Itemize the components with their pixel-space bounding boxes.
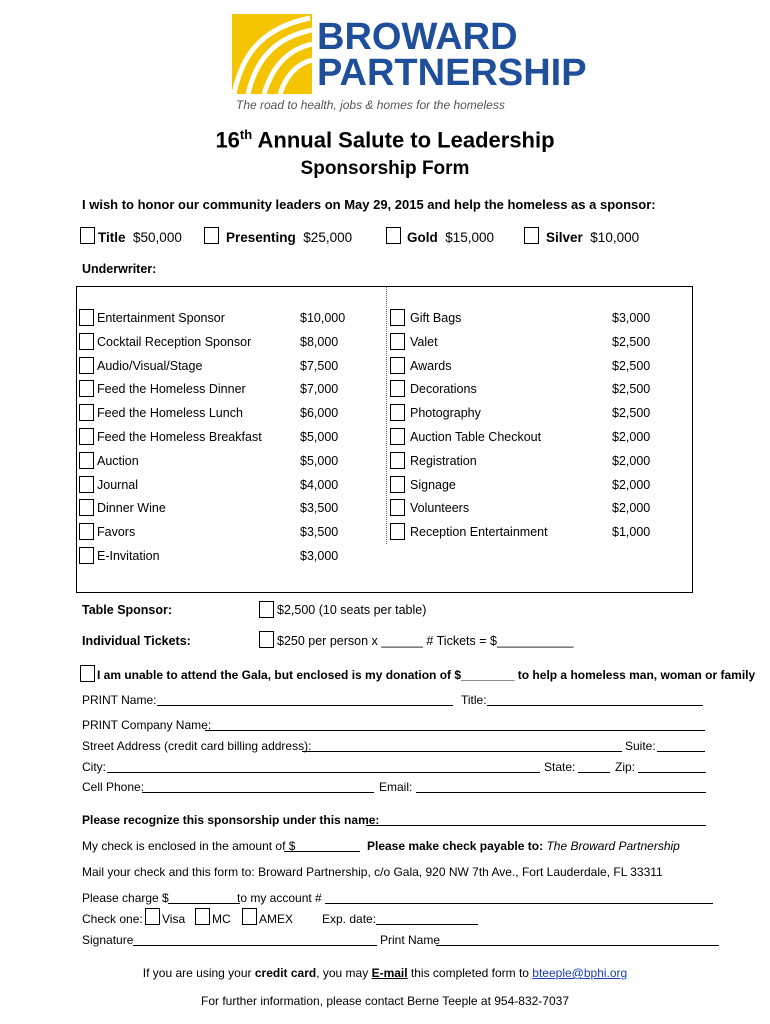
underwriter-right-label: Registration bbox=[410, 453, 477, 468]
underwriter-right-amount: $2,500 bbox=[612, 406, 651, 421]
underwriter-left-amount: $8,000 bbox=[300, 334, 339, 349]
tier-gold: Gold $15,000 bbox=[407, 230, 495, 245]
tier-title: Title $50,000 bbox=[98, 230, 182, 245]
underwriter-divider bbox=[386, 287, 387, 544]
checkbox-amex[interactable] bbox=[242, 908, 257, 925]
checkbox-left-7[interactable] bbox=[79, 476, 94, 493]
underwriter-left-amount: $3,500 bbox=[300, 501, 339, 516]
checkbox-left-8[interactable] bbox=[79, 499, 94, 516]
checkbox-title[interactable] bbox=[80, 227, 95, 244]
underwriter-right-amount: $2,000 bbox=[612, 453, 651, 468]
underwriter-right-label: Auction Table Checkout bbox=[410, 430, 542, 444]
checkbox-right-2[interactable] bbox=[390, 357, 405, 374]
title-label: Title: bbox=[461, 693, 487, 707]
underwriter-left-amount: $7,000 bbox=[300, 382, 339, 397]
payable-text: Please make check payable to: The Broward Partnership bbox=[367, 839, 680, 853]
signature-field[interactable] bbox=[133, 945, 377, 946]
checkbox-left-10[interactable] bbox=[79, 547, 94, 564]
underwriter-left-label: Feed the Homeless Breakfast bbox=[97, 430, 262, 444]
checkbox-right-4[interactable] bbox=[390, 404, 405, 421]
title-ordinal: 16 bbox=[215, 127, 240, 153]
street-field[interactable] bbox=[302, 751, 622, 752]
state-field[interactable] bbox=[578, 772, 610, 773]
mail-to-text: Mail your check and this form to: Broward Partnership, c/o Gala, 920 NW 7th Ave., Fort Lauderdale, FL 33311 bbox=[82, 865, 663, 879]
state-label: State: bbox=[544, 760, 576, 774]
email-link-label: E-mail bbox=[371, 966, 408, 980]
suite-field[interactable] bbox=[657, 751, 705, 752]
checkbox-right-7[interactable] bbox=[390, 476, 405, 493]
checkbox-left-0[interactable] bbox=[79, 309, 94, 326]
company-label: PRINT Company Name: bbox=[82, 718, 212, 732]
check-one-label: Check one: bbox=[82, 912, 143, 926]
checkbox-right-6[interactable] bbox=[390, 452, 405, 469]
page-subtitle: Sponsorship Form bbox=[300, 158, 470, 179]
checkbox-right-3[interactable] bbox=[390, 380, 405, 397]
city-field[interactable] bbox=[107, 772, 540, 773]
title-text: Annual Salute to Leadership bbox=[252, 127, 555, 153]
underwriter-left-label: Entertainment Sponsor bbox=[97, 311, 225, 325]
underwriter-right-amount: $2,000 bbox=[612, 430, 651, 444]
underwriter-right-amount: $2,000 bbox=[612, 477, 651, 492]
charge-amount-field[interactable] bbox=[168, 903, 240, 904]
charge-label: Please charge $ bbox=[82, 891, 169, 905]
underwriter-right-amount: $2,500 bbox=[612, 358, 651, 373]
underwriter-right-amount: $3,000 bbox=[612, 311, 651, 325]
exp-date-field[interactable] bbox=[376, 924, 478, 925]
check-amount-field[interactable] bbox=[284, 851, 360, 852]
checkbox-presenting[interactable] bbox=[204, 227, 219, 244]
checkbox-right-8[interactable] bbox=[390, 499, 405, 516]
underwriter-right-label: Awards bbox=[410, 358, 452, 373]
checkbox-mc[interactable] bbox=[195, 908, 210, 925]
underwriter-right-label: Valet bbox=[410, 334, 438, 349]
title-ordinal-suffix: th bbox=[239, 127, 253, 142]
individual-tickets-label: Individual Tickets: bbox=[82, 634, 191, 648]
print-name2-label: Print Name bbox=[380, 933, 441, 947]
donation-text: I am unable to attend the Gala, but enclosed is my donation of $________ to help a homeless man, woman or family bbox=[97, 668, 756, 682]
zip-field[interactable] bbox=[638, 772, 706, 773]
checkbox-left-6[interactable] bbox=[79, 452, 94, 469]
tier-presenting: Presenting $25,000 bbox=[226, 230, 353, 245]
intro-text: I wish to honor our community leaders on May 29, 2015 and help the homeless as a sponsor: bbox=[82, 197, 656, 212]
checkbox-left-9[interactable] bbox=[79, 523, 94, 540]
checkbox-left-4[interactable] bbox=[79, 404, 94, 421]
account-field[interactable] bbox=[325, 903, 713, 904]
underwriter-left-amount: $10,000 bbox=[300, 311, 346, 325]
email-label: Email: bbox=[379, 780, 413, 794]
checkbox-left-5[interactable] bbox=[79, 428, 94, 445]
email-field[interactable] bbox=[416, 792, 706, 793]
tier-silver: Silver $10,000 bbox=[546, 230, 640, 245]
print-name2-field[interactable] bbox=[436, 945, 719, 946]
checkbox-individual-tickets[interactable] bbox=[259, 631, 274, 648]
suite-label: Suite: bbox=[625, 739, 656, 753]
footer-contact: For further information, please contact Berne Teeple at 954-832-7037 bbox=[200, 994, 569, 1008]
underwriter-right-amount: $2,500 bbox=[612, 334, 651, 349]
recognize-label: Please recognize this sponsorship under this name: bbox=[82, 813, 380, 827]
page-title bbox=[0, 127, 770, 153]
logo-line1: BROWARD bbox=[317, 16, 518, 58]
underwriter-left-label: Journal bbox=[97, 477, 138, 492]
underwriter-right-label: Decorations bbox=[410, 382, 477, 397]
individual-tickets-option: $250 per person x ______ # Tickets = $___________ bbox=[277, 634, 574, 648]
checkbox-right-1[interactable] bbox=[390, 333, 405, 350]
checkbox-left-3[interactable] bbox=[79, 380, 94, 397]
title-field[interactable] bbox=[487, 705, 703, 706]
exp-date-label: Exp. date: bbox=[322, 912, 377, 926]
checkbox-right-0[interactable] bbox=[390, 309, 405, 326]
logo-tagline: The road to health, jobs & homes for the homeless bbox=[236, 98, 505, 112]
checkbox-left-1[interactable] bbox=[79, 333, 94, 350]
city-label: City: bbox=[82, 760, 106, 774]
underwriter-left-label: Cocktail Reception Sponsor bbox=[97, 334, 252, 349]
underwriter-left-amount: $7,500 bbox=[300, 358, 339, 373]
underwriter-right-label: Photography bbox=[410, 406, 481, 421]
underwriter-left-amount: $6,000 bbox=[300, 406, 339, 421]
visa-label: Visa bbox=[162, 912, 186, 926]
check-enclosed-label: My check is enclosed in the amount of $ bbox=[82, 839, 296, 853]
underwriter-left-label: Favors bbox=[97, 525, 136, 540]
underwriter-left-amount: $5,000 bbox=[300, 430, 339, 444]
underwriter-left-amount: $3,500 bbox=[300, 525, 339, 540]
checkbox-right-5[interactable] bbox=[390, 428, 405, 445]
underwriter-left-label: Dinner Wine bbox=[97, 501, 166, 516]
table-sponsor-option: $2,500 (10 seats per table) bbox=[277, 603, 427, 617]
cell-label: Cell Phone: bbox=[82, 780, 145, 794]
cell-field[interactable] bbox=[142, 792, 374, 793]
street-label: Street Address (credit card billing address): bbox=[82, 739, 312, 753]
underwriter-right-amount: $1,000 bbox=[612, 525, 651, 540]
underwriter-left-label: Feed the Homeless Dinner bbox=[97, 382, 246, 397]
checkbox-silver[interactable] bbox=[524, 227, 539, 244]
zip-label: Zip: bbox=[615, 760, 636, 774]
underwriter-right-label: Volunteers bbox=[410, 501, 470, 516]
mc-label: MC bbox=[212, 912, 231, 926]
logo bbox=[232, 14, 587, 114]
underwriter-right-amount: $2,000 bbox=[612, 501, 651, 516]
signature-label: Signature bbox=[82, 933, 134, 947]
checkbox-visa[interactable] bbox=[145, 908, 160, 925]
underwriter-label: Underwriter: bbox=[82, 262, 157, 276]
logo-line2: PARTNERSHIP bbox=[317, 52, 587, 94]
checkbox-donation[interactable] bbox=[80, 665, 95, 682]
underwriter-left-amount: $4,000 bbox=[300, 477, 339, 492]
footer-credit-card: If you are using your credit card, you may E-mail this completed form to bteeple@bphi.org bbox=[142, 966, 628, 980]
underwriter-right-label: Reception Entertainment bbox=[410, 525, 548, 540]
underwriter-right-label: Signage bbox=[410, 477, 456, 492]
checkbox-left-2[interactable] bbox=[79, 357, 94, 374]
underwriter-left-label: Feed the Homeless Lunch bbox=[97, 406, 243, 421]
underwriter-right-label: Gift Bags bbox=[410, 311, 462, 325]
recognize-field[interactable] bbox=[366, 825, 706, 826]
checkbox-table-sponsor[interactable] bbox=[259, 601, 274, 618]
print-name-label: PRINT Name: bbox=[82, 693, 157, 707]
email-link[interactable]: bteeple@bphi.org bbox=[532, 966, 628, 980]
account-label: to my account # bbox=[237, 891, 322, 905]
company-field[interactable] bbox=[205, 730, 705, 731]
underwriter-left-amount: $3,000 bbox=[300, 549, 339, 563]
underwriter-left-label: Auction bbox=[97, 453, 139, 468]
underwriter-left-label: E-Invitation bbox=[97, 549, 160, 563]
underwriter-left-amount: $5,000 bbox=[300, 453, 339, 468]
table-sponsor-label: Table Sponsor: bbox=[82, 603, 173, 617]
print-name-field[interactable] bbox=[157, 705, 453, 706]
checkbox-right-9[interactable] bbox=[390, 523, 405, 540]
amex-label: AMEX bbox=[259, 912, 294, 926]
underwriter-left-label: Audio/Visual/Stage bbox=[97, 358, 203, 373]
logo-emblem-icon bbox=[232, 14, 312, 94]
checkbox-gold[interactable] bbox=[386, 227, 401, 244]
underwriter-right-amount: $2,500 bbox=[612, 382, 651, 397]
